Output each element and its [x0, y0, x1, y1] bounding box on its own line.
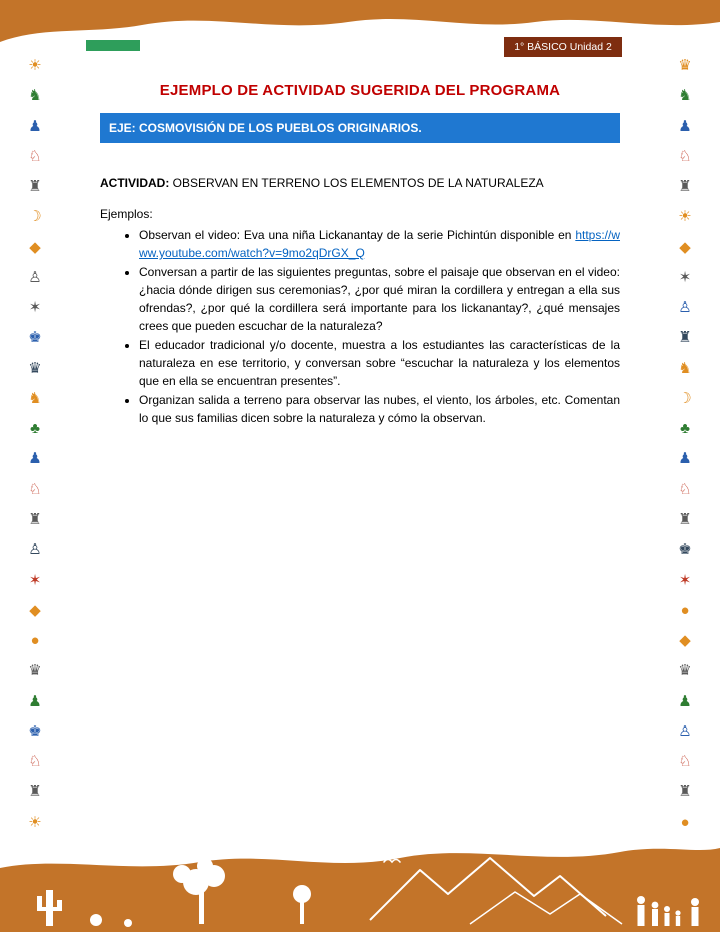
person-icon: ♟	[678, 692, 692, 710]
condor-icon: ✶	[678, 571, 692, 589]
activity-text: OBSERVAN EN TERRENO LOS ELEMENTOS DE LA NATURALEZA	[169, 176, 544, 190]
left-icon-column	[20, 58, 50, 830]
activity-label: ACTIVIDAD:	[100, 176, 170, 190]
right-icon-column	[670, 58, 700, 830]
figure-icon: ♙	[28, 541, 42, 559]
figure-icon: ♙	[678, 722, 692, 740]
bullet-list	[100, 226, 620, 427]
totem-icon: ♜	[678, 783, 692, 801]
figure-icon: ♚	[28, 722, 42, 740]
figure-icon: ♚	[678, 541, 692, 559]
condor-icon: ✶	[28, 571, 42, 589]
person-icon: ♟	[28, 692, 42, 710]
moon-icon: ☽	[678, 389, 692, 407]
person-icon: ♚	[28, 329, 42, 347]
main-content	[100, 82, 620, 428]
bush-icon	[90, 914, 102, 926]
bullet-item	[139, 226, 620, 262]
totem-icon: ♛	[678, 662, 692, 680]
sun-icon: ☀	[28, 57, 42, 74]
youtube-link[interactable]: https://www.youtube.com/watch?v=9mo2qDrGX_Q	[139, 228, 620, 260]
figure-icon: ♙	[28, 268, 42, 286]
diamond-icon: ◆	[679, 238, 691, 256]
top-band-wave	[0, 0, 720, 42]
person-icon: ♟	[28, 117, 42, 135]
fox-icon: ♘	[678, 147, 692, 165]
llama-icon: ♞	[678, 359, 692, 377]
totem-icon: ♜	[28, 783, 42, 801]
examples-label: Ejemplos:	[100, 207, 153, 221]
fox-icon: ♘	[28, 753, 42, 771]
llama-icon: ♞	[28, 389, 42, 407]
bullet-text: Organizan salida a terreno para observar las nubes, el viento, los árboles, etc. Comentan lo que sus familias dicen sobre la naturaleza y cómo la observan.	[139, 393, 620, 425]
diamond-icon: ◆	[29, 601, 41, 619]
totem-icon: ♛	[28, 359, 42, 377]
eje-banner	[100, 113, 620, 143]
fox-icon: ♘	[678, 480, 692, 498]
fox-icon: ♘	[28, 480, 42, 498]
page-title: EJEMPLO DE ACTIVIDAD SUGERIDA DEL PROGRAMA	[159, 82, 561, 99]
bird-icon	[312, 848, 400, 863]
person-icon: ♟	[678, 117, 692, 135]
diamond-icon: ◆	[679, 632, 691, 650]
star-icon: ✶	[28, 299, 42, 317]
fox-icon: ♘	[678, 753, 692, 771]
diamond-icon: ◆	[29, 238, 41, 256]
dot-icon: ●	[680, 813, 690, 831]
plant-icon: ♣	[30, 420, 40, 438]
person-icon: ♟	[678, 450, 692, 468]
figure-icon: ♙	[678, 299, 692, 317]
sun-icon: ☀	[28, 813, 42, 831]
bottom-band	[0, 832, 720, 932]
bullet-text: El educador tradicional y/o docente, muestra a los estudiantes las características de la naturaleza en ese territorio, y conversan sobre “escuchar la naturaleza y los elementos que en ella se encuentran presentes”.	[139, 338, 620, 388]
sun-icon: ☀	[678, 208, 692, 226]
fox-icon: ♘	[28, 147, 42, 165]
unit-label-text: 1° BÁSICO Unidad 2	[514, 41, 612, 53]
bullet-item	[139, 391, 620, 427]
bullet-text: Conversan a partir de las siguientes preguntas, sobre el paisaje que observan en el video: ¿hacia dónde dirigen sus ceremonias?, ¿por qué miran la cordillera y entregan a ella sus ofrendas?, ¿por qué la cordillera será importante para los lickanantay?, ¿qué mensajes crees que pueden escuchar de la naturaleza?	[139, 265, 620, 333]
bush-icon	[124, 919, 132, 927]
dot-icon: ●	[30, 632, 40, 650]
unit-label	[504, 37, 622, 57]
bullet-item	[139, 336, 620, 390]
green-mark	[86, 40, 140, 51]
totem-icon: ♛	[678, 57, 692, 74]
star-icon: ✶	[678, 268, 692, 286]
lizard-icon: ♞	[28, 87, 42, 105]
totem-icon: ♜	[678, 510, 692, 528]
dot-icon: ●	[680, 601, 690, 619]
totem-icon: ♜	[28, 510, 42, 528]
person-icon: ♟	[28, 450, 42, 468]
plant-icon: ♣	[680, 420, 690, 438]
totem-icon: ♜	[28, 178, 42, 196]
top-band	[0, 0, 720, 70]
totem-icon: ♛	[28, 662, 42, 680]
activity-line	[100, 176, 620, 190]
moon-icon: ☽	[28, 208, 42, 226]
totem-icon: ♜	[678, 178, 692, 196]
bullet-text: Observan el video: Eva una niña Lickanantay de la serie Pichintún disponible en	[139, 228, 572, 242]
footer-wave	[0, 848, 720, 932]
totem-icon: ♜	[678, 329, 692, 347]
lizard-icon: ♞	[678, 87, 692, 105]
bullet-item	[139, 263, 620, 335]
eje-banner-text: EJE: COSMOVISIÓN DE LOS PUEBLOS ORIGINARIOS.	[109, 121, 422, 135]
